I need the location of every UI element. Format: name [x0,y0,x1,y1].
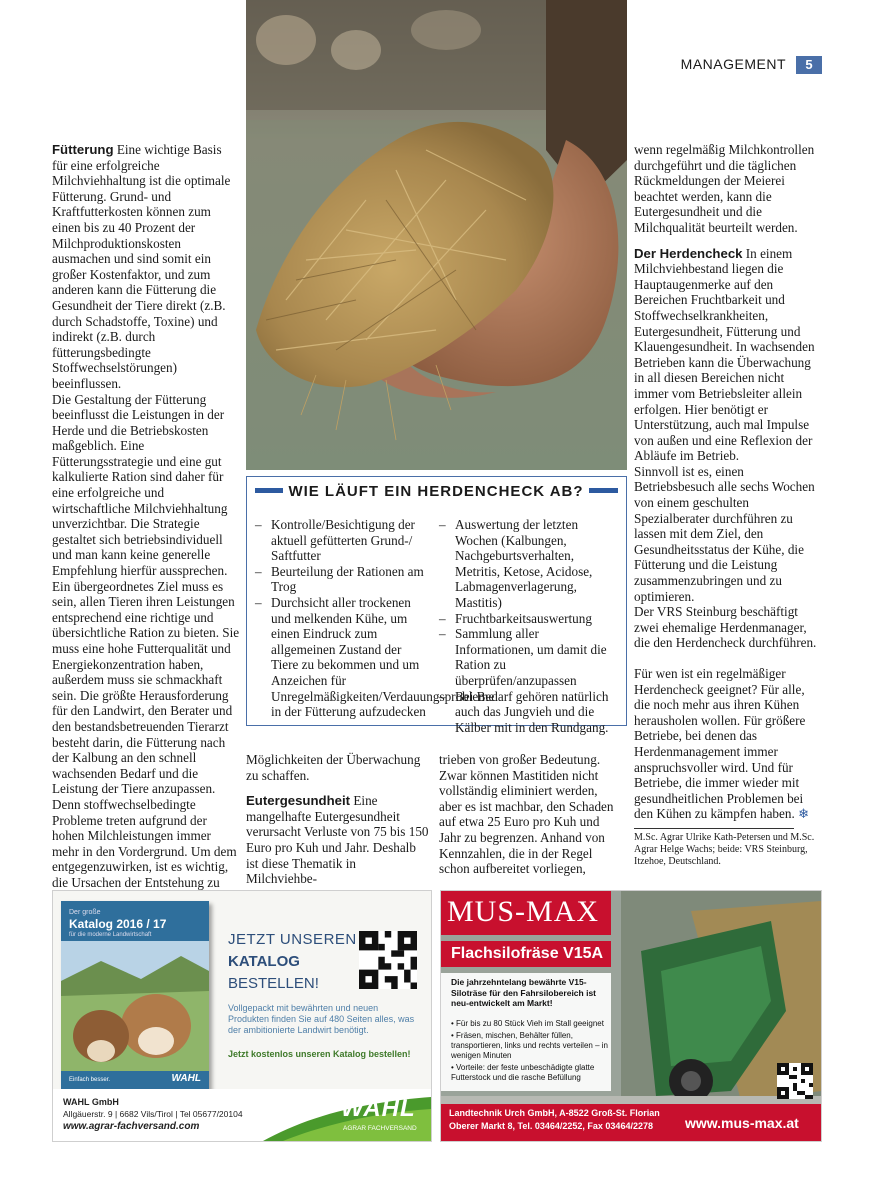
catalog-foot: Einfach besser. [69,1077,111,1083]
ad-musmax[interactable] [440,890,822,1142]
section-title: MANAGEMENT [680,56,786,72]
hay-photo [246,0,627,470]
ad2-bullet: • Vorteile: der feste unbeschädigte glatte Futterstock und die rasche Befüllung [451,1063,595,1082]
dealer-line1: Landtechnik Urch GmbH, A-8522 Groß-St. Florian [449,1108,660,1118]
ad2-url-link[interactable]: www.mus-max.at [685,1115,799,1131]
catalog-title: Katalog 2016 / 17 [69,917,167,931]
product-name: Flachsilofräse V15A [451,945,604,962]
ad2-bullet: • Fräsen, mischen, Behälter füllen, transportieren, links und rechts verteilen – in wenigen Minuten [451,1031,608,1060]
ad1-line3: BESTELLEN! [228,975,319,992]
paragraph: Möglichkeiten der Überwachung zu schaffen. [246,752,421,783]
catalog-small-text: Der große [69,909,101,916]
box-accent-bar [255,488,285,493]
catalog-cover [61,901,209,1091]
qr-code-icon[interactable] [777,1063,813,1099]
column-1 [52,142,240,906]
column-4 [634,142,820,868]
list-item: – Kontrolle/Besichtigung der aktuell gefütterten Grund-/ Saftfutter [255,517,427,564]
paragraph: Sinnvoll ist es, einen Betriebsbesuch alle sechs Wochen von einem geschulten Spezialberater durchführen zu lassen mit dem Ziel, den Gesundheitsstatus der Kühe, die Fütterung und die Leistung zusammenzubringen und zu optimieren. [634,463,815,604]
ad2-headline: Die jahrzehntelang bewährte V15-Siloträse für den Fahrsilobereich ist neu-entwickelt am Markt! [451,977,597,1008]
author-credits: M.Sc. Agrar Ulrike Kath-Petersen und M.Sc. Agrar Helge Wachs; beide: VRS Steinburg, Itzehoe, Deutschland. [634,831,815,867]
catalog-subtitle: für die moderne Landwirtschaft [69,932,152,938]
page-header [680,56,822,74]
ad1-description: Vollgepackt mit bewährten und neuen Produkten finden Sie auf 480 Seiten alles, was der ambitionierte Landwirt benötigt. [228,1003,415,1035]
ad1-line1: JETZT UNSEREN [228,931,357,948]
ad1-company: WAHL GmbH [63,1097,119,1107]
qr-code-icon[interactable] [359,931,417,989]
list-item: – Beurteilung der Rationen am Trog [255,564,427,595]
section-lead-fuetterung: Fütterung [52,142,114,157]
column-3 [439,752,623,877]
paragraph: trieben von großer Bedeutung. Zwar können Mastitiden nicht vollständig eliminiert werden, aber es ist machbar, den Schaden auf etwa 25 Euro pro Kuh und Jahr zu begrenzen. Anhand von Kennzahlen, die in der Regel schon aufbereitet vorliegen, [439,752,614,877]
column-2 [246,752,430,887]
ad1-address: Allgäuerstr. 9 | 6682 Vils/Tirol | Tel 05677/20104 [63,1109,243,1119]
ad2-bullet: • Für bis zu 80 Stück Vieh im Stall geeignet [451,1019,604,1028]
cow-image [61,941,209,1071]
box-list-left [255,517,495,720]
info-box [246,476,627,735]
catalog-brand: WAHL [171,1073,201,1084]
page-number: 5 [796,56,822,74]
ad1-cta[interactable]: Jetzt kostenlos unseren Katalog bestellen! [228,1049,411,1059]
ad1-url-link[interactable]: www.agrar-fachversand.com [63,1121,200,1132]
paragraph: Für wen ist ein regelmäßiger Herdencheck geeignet? Für alle, die noch mehr aus ihren Kühen herausholen wollen. Für größere Betriebe, bei denen das Herdenmanagement immer anspruchsvoller wird. Und für Betriebe, die immer wieder mit gesundheitlichen Problemen bei den Kühen zu kämpfen haben. [634,666,806,822]
paragraph: In einem Milchviehbestand liegen die Hauptaugenmerke auf den Bereichen Fruchtbarkeit und Stoffwechselkrankheiten, Eutergesundheit, Fütterung und Klauengesundheit. In wachsenden Betrieben kann die Überwachung in all diesen Bereichen nicht immer vom Betriebsleiter allein erfolgen. Hier benötigt er Unterstützung, auch mal Impulse von außen und eine Reflexion der Abläufe im Betrieb. [634,245,815,464]
musmax-logo: MUS-MAX [447,895,600,928]
ad-wahl[interactable] [52,890,432,1142]
divider [634,828,794,829]
list-item: – Sammlung aller Informationen, um damit die Ration zu überprüfen/anzupassen [439,626,617,688]
paragraph: wenn regelmäßig Milchkontrollen durchgeführt und die täglichen Rückmeldungen der Meierei beachtet werden, kann die Eutergesundheit und die Milchqualität beurteilt werden. [634,142,815,235]
paragraph: Eine wichtige Basis für eine erfolgreiche Milchviehhaltung ist die optimale Fütterung. Grund- und Kraftfutterkosten können zum einen bis zu 40 Prozent der Milchproduktionskosten ausmachen und sind somit ein großer Kostenfaktor, und zum anderen kann die Fütterung die Gesundheit der Tiere direkt (z.B. durch Schadstoffe, Toxine) und indirekt (z.B. durch fütterungsbedingte Stoffwechselstörungen) beeinflussen. [52,142,231,391]
end-mark-icon: ❄ [798,806,810,822]
ad2-bullets [451,1019,609,1083]
wahl-logo-sub: AGRAR FACHVERSAND [343,1125,417,1132]
box-list-right [439,517,617,735]
box-accent-bar [588,488,618,493]
list-item: – Auswertung der letzten Wochen (Kalbungen, Nachgeburtsverhalten, Metritis, Ketose, Acidose, Labmagenverlagerung, Mastitis) [439,517,617,611]
paragraph: Der VRS Steinburg beschäftigt zwei ehemalige Herdenmanager, die den Herdencheck durchführen. [634,604,817,651]
list-item: – Fruchtbarkeitsauswertung [439,611,617,627]
list-item: – Bei Bedarf gehören natürlich auch das Jungvieh und die Kälber mit in den Rundgang. [439,689,617,736]
paragraph: Eine mangelhafte Eutergesundheit verursacht Verluste von 75 bis 150 Euro pro Kuh und Jahr. Deshalb ist diese Thematik in Milchviehbe- [246,793,429,887]
list-item: – Durchsicht aller trockenen und melkenden Kühe, um einen Eindruck zum allgemeinen Zustand der Tiere zu bekommen und um Anzeichen für Unregelmäßigkeiten/Verdauungsprobleme in der Fütterung aufzudecken [255,595,427,720]
ad1-line2: KATALOG [228,953,300,970]
wahl-logo: WAHL [341,1095,416,1122]
section-lead-herdencheck: Der Herdencheck [634,245,743,261]
dealer-line2: Oberer Markt 8, Tel. 03464/2252, Fax 03464/2278 [449,1121,653,1131]
paragraph: Die Gestaltung der Fütterung beeinflusst die Leistungen in der Herde und die Betriebskosten maßgeblich. Eine Fütterungsstrategie und eine gut kalkulierte Ration sind daher für eine erfolgreiche und wirtschaftliche Milchviehhaltung unverzichtbar. Die Strategie gestaltet sich betriebsindividuell und man kann keine generelle Empfehlung hierfür aussprechen. Ein übergeordnetes Ziel muss es sein, allen Tieren ihren Leistungen entsprechend eine richtige und übersichtliche Ration zu bieten. Sie muss eine hohe Futterqualität und Energiekonzentration haben, außerdem muss sie schmackhaft sein. Die größte Herausforderung für den Landwirt, den Berater und den bestandsbetreuenden Tierarzt besteht darin, die Fütterung nach der Kalbung an den schnell wachsenden Bedarf und die Leistung der Tiere anzupassen. Denn stoffwechselbedingte Probleme treten aufgrund der hohen Milchleistungen immer mehr in den Vordergrund. Um dem entgegenzuwirken, ist es wichtig, die Ursachen der Entstehung zu [52,391,240,890]
box-title: WIE LÄUFT EIN HERDENCHECK AB? [283,483,589,500]
section-lead-eutergesundheit: Eutergesundheit [246,793,351,809]
